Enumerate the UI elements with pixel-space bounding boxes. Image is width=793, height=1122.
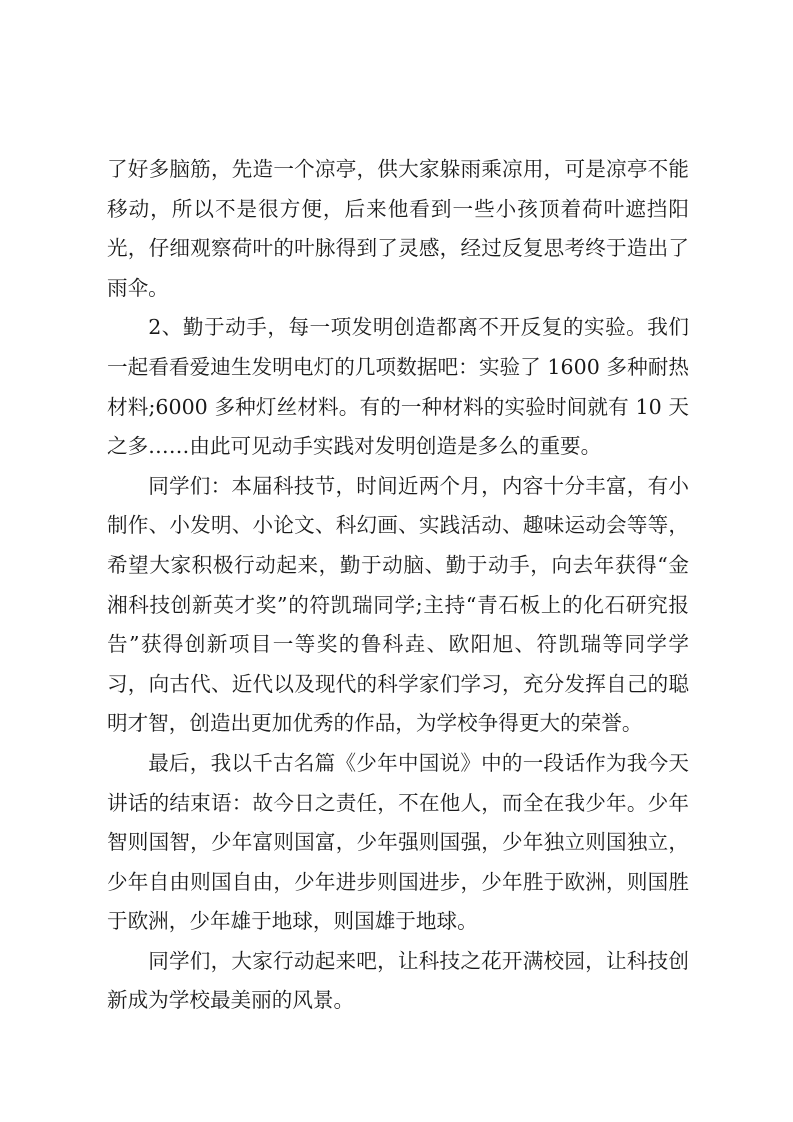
document-page bbox=[107, 150, 689, 1021]
paragraph-closing-quote: 最后，我以千古名篇《少年中国说》中的一段话作为我今天讲话的结束语：故今日之责任，不在他人，而全在我少年。少年智则国智，少年富则国富，少年强则国强，少年独立则国独立，少年自由则国自由，少年进步则国进步，少年胜于欧洲，则国胜于欧洲，少年雄于地球，则国雄于地球。 bbox=[107, 750, 689, 934]
paragraph-hands-on: 2、勤于动手，每一项发明创造都离不开反复的实验。我们一起看看爱迪生发明电灯的几项数据吧：实验了 1600 多种耐热材料;6000 多种灯丝材料。有的一种材料的实验时间就有 10 天之多……由此可见动手实践对发明创造是多么的重要。 bbox=[107, 315, 689, 459]
paragraph-science-festival: 同学们：本届科技节，时间近两个月，内容十分丰富，有小制作、小发明、小论文、科幻画、实践活动、趣味运动会等等，希望大家积极行动起来，勤于动脑、勤于动手，向去年获得“金湘科技创新英才奖”的符凯瑞同学;主持“青石板上的化石研究报告”获得创新项目一等奖的鲁科垚、欧阳旭、符凯瑞等同学学习，向古代、近代以及现代的科学家们学习，充分发挥自己的聪明才智，创造出更加优秀的作品，为学校争得更大的荣誉。 bbox=[107, 473, 689, 736]
paragraph-final-call: 同学们，大家行动起来吧，让科技之花开满校园，让科技创新成为学校最美丽的风景。 bbox=[107, 948, 689, 1013]
paragraph-umbrella-story: 了好多脑筋，先造一个凉亭，供大家躲雨乘凉用，可是凉亭不能移动，所以不是很方便，后来他看到一些小孩顶着荷叶遮挡阳光，仔细观察荷叶的叶脉得到了灵感，经过反复思考终于造出了雨伞。 bbox=[107, 157, 689, 300]
